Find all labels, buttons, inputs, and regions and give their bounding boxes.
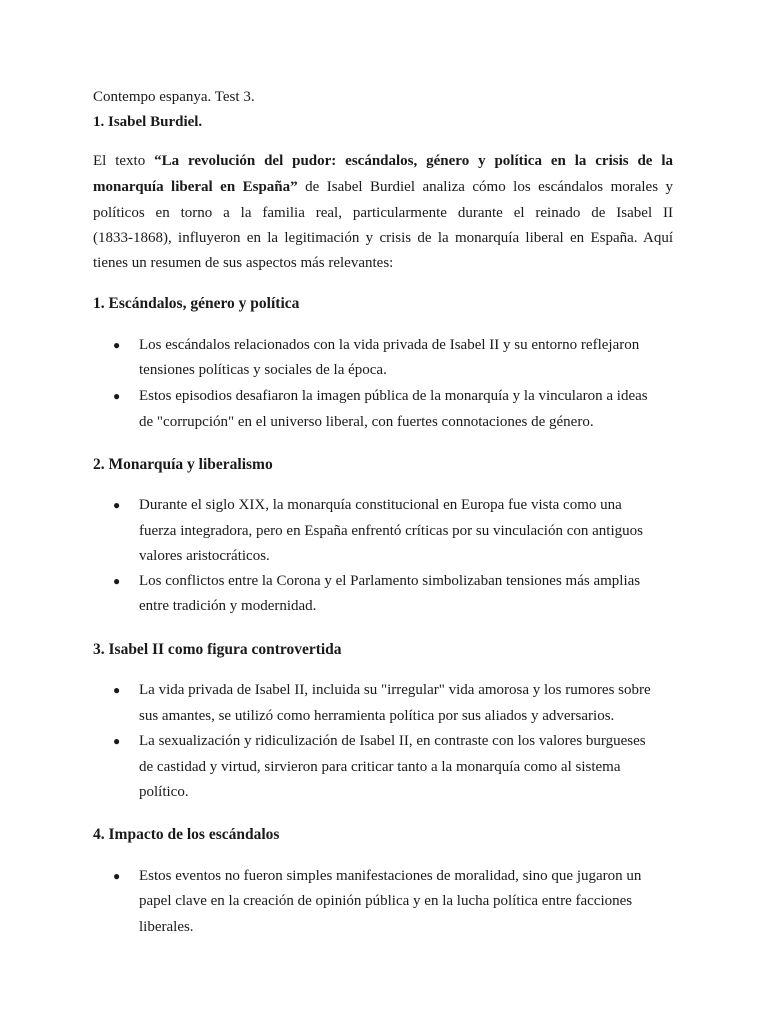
bullet-line: valores aristocráticos. [139, 548, 270, 564]
bullet-line: sus amantes, se utilizó como herramienta política por sus aliados y adversarios. [139, 708, 615, 724]
section-heading: 3. Isabel II como figura controvertida [93, 641, 342, 658]
bullet-line: liberales. [139, 919, 194, 935]
bullet-line: Estos episodios desafiaron la imagen pública de la monarquía y la vincularon a ideas [139, 388, 648, 404]
bullet-icon: ● [113, 498, 121, 512]
intro-line-3: políticos en torno a la familia real, particularmente durante el reinado de Isabel II [93, 205, 673, 221]
bullet-line: Durante el siglo XIX, la monarquía constitucional en Europa fue vista como una [139, 497, 622, 513]
bullet-line: Estos eventos no fueron simples manifestaciones de moralidad, sino que jugaron un [139, 868, 642, 884]
bullet-icon: ● [113, 734, 121, 748]
bullet-line: La vida privada de Isabel II, incluida su "irregular" vida amorosa y los rumores sobre [139, 682, 651, 698]
bullet-line: tensiones políticas y sociales de la época. [139, 362, 387, 378]
bullet-line: de castidad y virtud, sirvieron para criticar tanto a la monarquía como al sistema [139, 759, 621, 775]
intro-line-2 [93, 177, 673, 197]
bullet-line: político. [139, 784, 189, 800]
intro-line-4: (1833-1868), influyeron en la legitimación y crisis de la monarquía liberal en España. Aquí [93, 230, 673, 246]
bullet-line: fuerza integradora, pero en España enfrentó críticas por su vinculación con antiguos [139, 523, 643, 539]
intro-line-1 [93, 151, 673, 171]
bullet-line: La sexualización y ridiculización de Isabel II, en contraste con los valores burgueses [139, 733, 646, 749]
document-title: Contempo espanya. Test 3. [93, 89, 255, 105]
bullet-line: papel clave en la creación de opinión pública y en la lucha política entre facciones [139, 893, 633, 909]
bullet-line: Los conflictos entre la Corona y el Parlamento simbolizaban tensiones más amplias [139, 573, 641, 589]
intro-text: de Isabel Burdiel analiza cómo los escándalos morales y [297, 179, 674, 195]
section-title: 1. Isabel Burdiel. [93, 114, 203, 130]
bullet-icon: ● [113, 869, 121, 883]
bullet-line: Los escándalos relacionados con la vida privada de Isabel II y su entorno reflejaron [139, 337, 640, 353]
article-title: “La revolución del pudor: escándalos, género y política en la crisis de la [154, 153, 674, 169]
bullet-icon: ● [113, 574, 121, 588]
intro-line-5: tienes un resumen de sus aspectos más relevantes: [93, 255, 394, 271]
bullet-icon: ● [113, 338, 121, 352]
bullet-icon: ● [113, 389, 121, 403]
section-heading: 4. Impacto de los escándalos [93, 826, 280, 843]
section-heading: 2. Monarquía y liberalismo [93, 456, 273, 473]
bullet-line: de "corrupción" en el universo liberal, con fuertes connotaciones de género. [139, 414, 594, 430]
article-title-end: monarquía liberal en España” [93, 179, 298, 195]
bullet-icon: ● [113, 683, 121, 697]
bullet-line: entre tradición y modernidad. [139, 598, 317, 614]
intro-text: El texto [93, 153, 155, 169]
section-heading: 1. Escándalos, género y política [93, 295, 300, 312]
